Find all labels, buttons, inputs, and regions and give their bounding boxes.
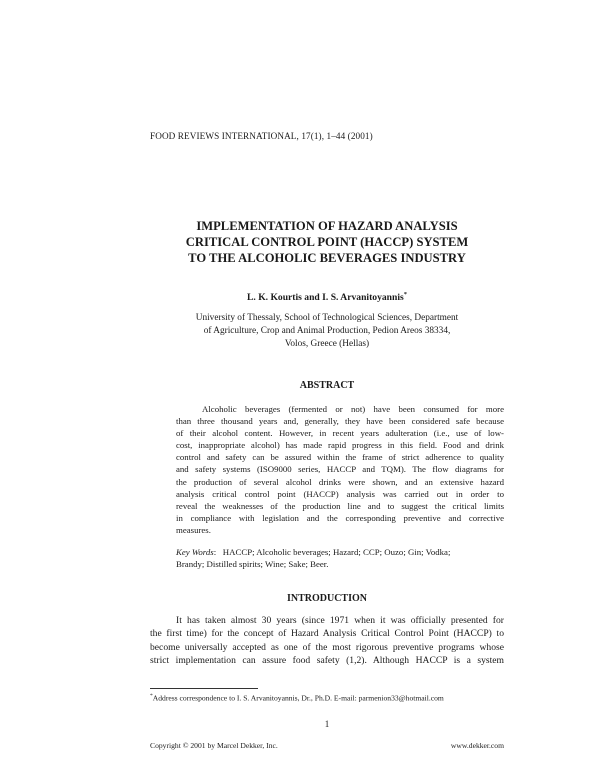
body-line: strict implementation can assure food safety (1,2). Although HACCP is a system <box>150 655 504 667</box>
abstract-line: analysis critical control point (HACCP) analysis was carried out in order to <box>176 488 504 499</box>
abstract-line: the production of several alcohol drinks were shown, and an extensive hazard <box>176 476 504 487</box>
affiliation-line: of Agriculture, Crop and Animal Production, Pedion Areos 38334, <box>203 325 451 336</box>
footnote-text: Address correspondence to I. S. Arvanitoyannis, Dr., Ph.D. E-mail: parmenion33@hotmail.com <box>152 693 444 703</box>
authors <box>150 291 504 303</box>
page-number: 1 <box>324 719 330 729</box>
abstract-heading: ABSTRACT <box>299 380 355 391</box>
body-line: It has taken almost 30 years (since 1971 when it was officially presented for <box>176 615 504 626</box>
corresponding-marker: * <box>403 291 407 298</box>
affiliation-line: University of Thessaly, School of Technological Sciences, Department <box>195 313 459 323</box>
abstract-line: control and safety can be assured within the frame of strict adherence to quality <box>176 452 504 463</box>
abstract-line: reveal the weaknesses of the production line and to suggest the critical limits <box>176 500 504 511</box>
keywords-label: Key Words <box>176 547 214 557</box>
abstract-line: measures. <box>176 524 211 535</box>
abstract-body <box>176 403 504 536</box>
keywords <box>176 546 504 570</box>
keywords-list: HACCP; Alcoholic beverages; Hazard; CCP; Ouzo; Gin; Vodka; <box>222 547 451 557</box>
body-line: the first time) for the concept of Hazard Analysis Critical Control Point (HACCP) to <box>150 628 504 640</box>
publisher-website[interactable]: www.dekker.com <box>450 741 504 750</box>
author-names: L. K. Kourtis and I. S. Arvanitoyannis <box>247 292 404 304</box>
keywords-line: Brandy; Distilled spirits; Wine; Sake; Beer. <box>176 559 329 570</box>
abstract-line: Alcoholic beverages (fermented or not) have been consumed for more <box>202 404 504 414</box>
title-line: IMPLEMENTATION OF HAZARD ANALYSIS <box>196 219 458 233</box>
title-line: CRITICAL CONTROL POINT (HACCP) SYSTEM <box>185 235 469 249</box>
abstract-line: cost, inappropriate alcohol) has made rapid progress in this field. Food and drink <box>176 440 504 451</box>
abstract-line: than three thousand years and, generally, they have been considered safe because <box>176 416 504 427</box>
abstract-line: of their alcohol content. However, in recent years adulteration (i.e., use of low- <box>176 428 504 439</box>
affiliation <box>150 312 504 350</box>
keywords-line: Key Words: HACCP; Alcoholic beverages; Hazard; CCP; Ouzo; Gin; Vodka; <box>176 547 451 557</box>
footnote-marker: * <box>150 693 153 699</box>
footnote <box>150 693 444 703</box>
title-line: TO THE ALCOHOLIC BEVERAGES INDUSTRY <box>188 251 466 265</box>
introduction-heading: INTRODUCTION <box>286 593 367 604</box>
paper-title <box>150 218 504 266</box>
footnote-divider <box>150 688 258 689</box>
body-line: become universally accepted as one of the most rigorous preventive programs whose <box>150 641 504 653</box>
introduction-body <box>150 614 504 668</box>
journal-citation: FOOD REVIEWS INTERNATIONAL, 17(1), 1–44 (2001) <box>150 131 373 141</box>
abstract-line: and safety systems (ISO9000 series, HACCP and TQM). The flow diagrams for <box>176 464 504 475</box>
copyright-notice: Copyright © 2001 by Marcel Dekker, Inc. <box>150 741 278 750</box>
abstract-line: in compliance with legislation and the corresponding preventive and corrective <box>176 512 504 523</box>
affiliation-line: Volos, Greece (Hellas) <box>284 338 370 349</box>
